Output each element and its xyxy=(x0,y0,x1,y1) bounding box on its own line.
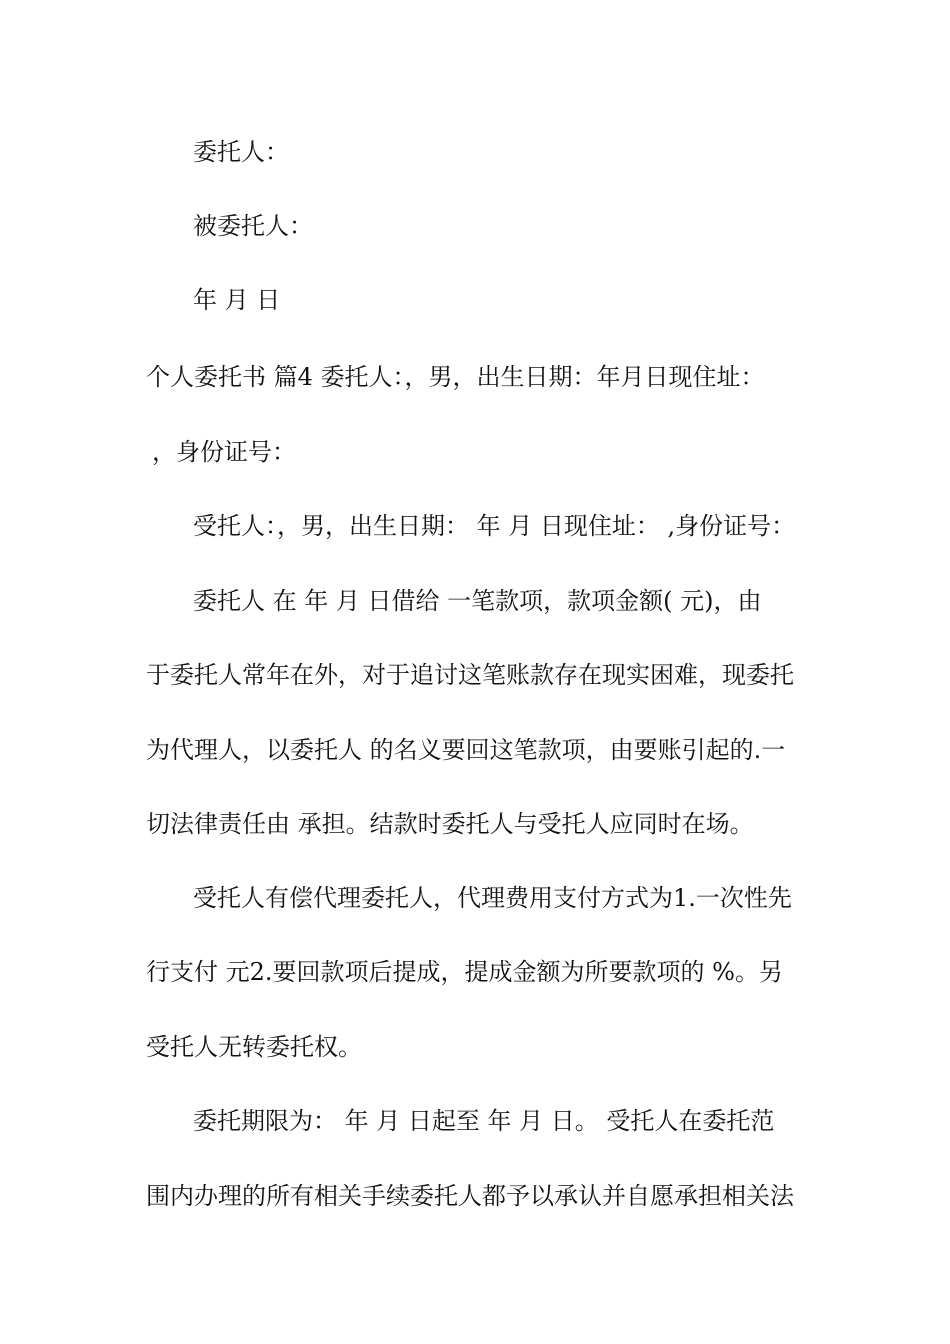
paragraph-line: 围内办理的所有相关手续委托人都予以承认并自愿承担相关法 xyxy=(146,1182,794,1210)
paragraph-line: 受托人有偿代理委托人，代理费用支付方式为1.一次性先 xyxy=(193,884,792,912)
paragraph-line: 为代理人，以委托人 的名义要回这笔款项，由要账引起的.一 xyxy=(146,736,786,764)
section-heading-line: 个人委托书 篇4 委托人：，男，出生日期：年月日现住址： xyxy=(146,363,765,391)
date-line: 年 月 日 xyxy=(193,286,281,314)
paragraph-line: 行支付 元2.要回款项后提成，提成金额为所要款项的 %。另 xyxy=(146,958,783,986)
principal-signature-line: 委托人： xyxy=(193,138,289,166)
paragraph-line: 受托人：，男，出生日期： 年 月 日现住址： ,身份证号： xyxy=(193,512,796,540)
paragraph-line: ，身份证号： xyxy=(152,438,296,466)
paragraph-line: 委托人 在 年 月 日借给 一笔款项，款项金额( 元)，由 xyxy=(193,587,762,615)
paragraph-line: 切法律责任由 承担。结款时委托人与受托人应同时在场。 xyxy=(146,810,754,838)
paragraph-line: 受托人无转委托权。 xyxy=(146,1033,362,1061)
agent-signature-line: 被委托人： xyxy=(193,212,313,240)
paragraph-line: 委托期限为： 年 月 日起至 年 月 日。 受托人在委托范 xyxy=(193,1107,775,1135)
paragraph-line: 于委托人常年在外，对于追讨这笔账款存在现实困难，现委托 xyxy=(146,661,794,689)
